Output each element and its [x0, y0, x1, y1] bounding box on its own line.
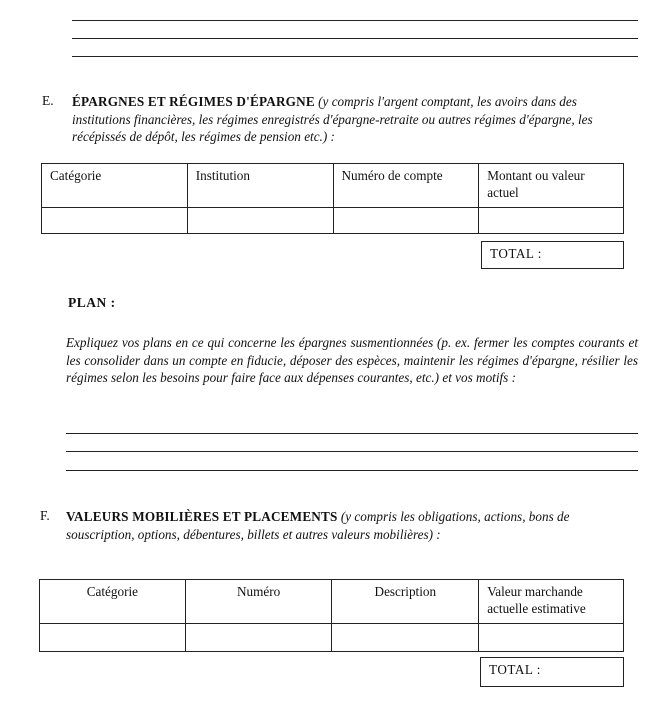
- column-header: Numéro: [185, 580, 332, 624]
- column-header: Catégorie: [40, 580, 186, 624]
- total-label: TOTAL :: [489, 662, 541, 677]
- table-cell-input[interactable]: [40, 624, 186, 652]
- savings-table: [41, 163, 624, 234]
- answer-line[interactable]: [66, 451, 638, 452]
- table-header-row: [42, 164, 624, 208]
- section-e-title: ÉPARGNES ET RÉGIMES D'ÉPARGNE: [72, 94, 315, 109]
- column-header: Valeur marchande actuelle estimative: [479, 580, 624, 624]
- table-cell-input[interactable]: [332, 624, 479, 652]
- table-cell-input[interactable]: [187, 208, 333, 234]
- column-header: Montant ou valeur actuel: [479, 164, 624, 208]
- savings-total-box[interactable]: [481, 241, 624, 269]
- section-f-letter: F.: [40, 508, 50, 523]
- total-label: TOTAL :: [490, 246, 542, 261]
- table-row: [40, 624, 624, 652]
- securities-table: [39, 579, 624, 652]
- section-e-letter: E.: [42, 93, 54, 108]
- column-header: Catégorie: [42, 164, 188, 208]
- column-header: Description: [332, 580, 479, 624]
- answer-line[interactable]: [72, 56, 638, 57]
- answer-line[interactable]: [72, 38, 638, 39]
- plan-label: PLAN :: [68, 295, 116, 310]
- column-header: Numéro de compte: [333, 164, 479, 208]
- section-f-description: (y compris les obligations, actions, bons de souscription, options, débentures, billets et autres valeurs mobilières) :: [66, 509, 570, 542]
- section-e-description: (y compris l'argent comptant, les avoirs dans des institutions financières, les régimes enregistrés d'épargne-retraite ou autres régimes d'épargne, les récépissés de dépôt, les régimes de pension etc.) :: [72, 94, 593, 144]
- answer-line[interactable]: [72, 20, 638, 21]
- securities-total-box[interactable]: [480, 657, 624, 687]
- table-row: [42, 208, 624, 234]
- section-e-heading: [72, 93, 607, 146]
- table-header-row: [40, 580, 624, 624]
- table-cell-input[interactable]: [479, 624, 624, 652]
- section-f-heading: [66, 508, 606, 543]
- answer-line[interactable]: [66, 470, 638, 471]
- column-header: Institution: [187, 164, 333, 208]
- table-cell-input[interactable]: [42, 208, 188, 234]
- plan-instructions: Expliquez vos plans en ce qui concerne les épargnes susmentionnées (p. ex. fermer les comptes courants et les consolider dans un compte en fiducie, déposer des espèces, maintenir les régimes d'épargne, résilier les régimes selon les besoins pour faire face aux dépenses courantes, etc.) et vos motifs :: [66, 335, 638, 385]
- table-cell-input[interactable]: [479, 208, 624, 234]
- answer-line[interactable]: [66, 433, 638, 434]
- table-cell-input[interactable]: [185, 624, 332, 652]
- table-cell-input[interactable]: [333, 208, 479, 234]
- section-f-title: VALEURS MOBILIÈRES ET PLACEMENTS: [66, 509, 338, 524]
